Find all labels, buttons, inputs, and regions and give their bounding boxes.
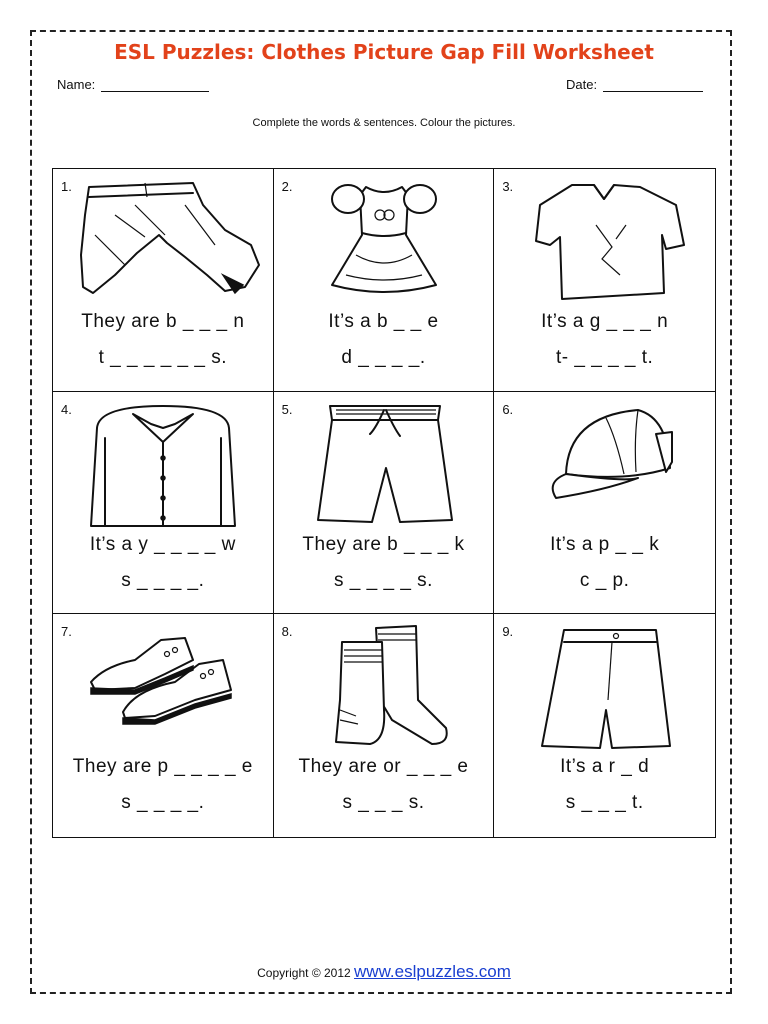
sentence-line-1: It’s a p _ _ k — [550, 533, 660, 555]
socks-icon — [296, 620, 474, 752]
t-shirt-icon — [516, 175, 694, 307]
item-number: 3. — [502, 179, 514, 194]
sentence-line-2: d _ _ _ _. — [341, 347, 426, 368]
worksheet-item — [274, 392, 495, 615]
date-label: Date: — [566, 77, 598, 92]
sentence-line-1: It’s a r _ d — [560, 756, 650, 778]
page-title: ESL Puzzles: Clothes Picture Gap Fill Worksheet — [114, 40, 654, 64]
worksheet-item — [274, 614, 495, 837]
instructions: Complete the words & sentences. Colour the pictures. — [252, 117, 516, 129]
name-field[interactable] — [57, 77, 209, 92]
worksheet-item — [53, 392, 274, 615]
trousers-icon — [75, 175, 253, 307]
website-link[interactable]: www.eslpuzzles.com — [354, 962, 511, 981]
worksheet-item — [53, 614, 274, 837]
sentence-line-1: It’s a b _ _ e — [328, 311, 439, 332]
date-blank[interactable] — [603, 91, 703, 92]
worksheet-item — [274, 169, 495, 392]
worksheet-item — [53, 169, 274, 392]
sentence-line-1: It’s a g _ _ _ n — [541, 311, 669, 332]
worksheet-item — [494, 614, 715, 837]
cap-icon — [516, 398, 694, 530]
sentence-line-2: t- _ _ _ _ t. — [556, 347, 654, 368]
sentence-line-2: s _ _ _ s. — [342, 792, 425, 814]
item-number: 8. — [281, 624, 293, 640]
dress-icon — [296, 175, 474, 307]
shirt-icon — [75, 398, 253, 530]
sentence-line-1: It’s a y _ _ _ _ w — [89, 533, 236, 555]
footer — [0, 962, 768, 982]
name-blank[interactable] — [101, 91, 209, 92]
sentence-line-2: s _ _ _ _. — [121, 569, 205, 591]
sentence-line-2: s _ _ _ t. — [565, 792, 644, 814]
item-number: 1. — [61, 179, 72, 194]
sentence-line-2: s _ _ _ _ s. — [334, 569, 433, 591]
item-number: 5. — [281, 401, 293, 417]
sentence-line-2: t _ _ _ _ _ _ s. — [98, 347, 228, 368]
shorts-icon — [296, 398, 474, 530]
sentence-line-1: They are b _ _ _ n — [81, 311, 245, 332]
shoes-icon — [75, 620, 253, 752]
item-number: 2. — [281, 179, 293, 194]
sentence-line-1: They are b _ _ _ k — [302, 533, 465, 555]
name-label: Name: — [57, 77, 96, 92]
sentence-line-1: They are or _ _ _ e — [298, 756, 469, 778]
sentence-line-2: c _ p. — [579, 569, 630, 591]
skirt-icon — [516, 620, 694, 752]
sentence-line-2: s _ _ _ _. — [121, 792, 205, 814]
copyright-text: Copyright © 2012 — [257, 966, 351, 980]
worksheet-item — [494, 169, 715, 392]
item-number: 6. — [502, 401, 514, 417]
sentence-line-1: They are p _ _ _ _ e — [72, 756, 253, 778]
item-number: 4. — [61, 401, 72, 417]
item-number: 7. — [61, 624, 72, 640]
worksheet-grid — [52, 168, 716, 838]
date-field[interactable] — [566, 77, 703, 92]
worksheet-item — [494, 392, 715, 615]
item-number: 9. — [502, 624, 514, 640]
